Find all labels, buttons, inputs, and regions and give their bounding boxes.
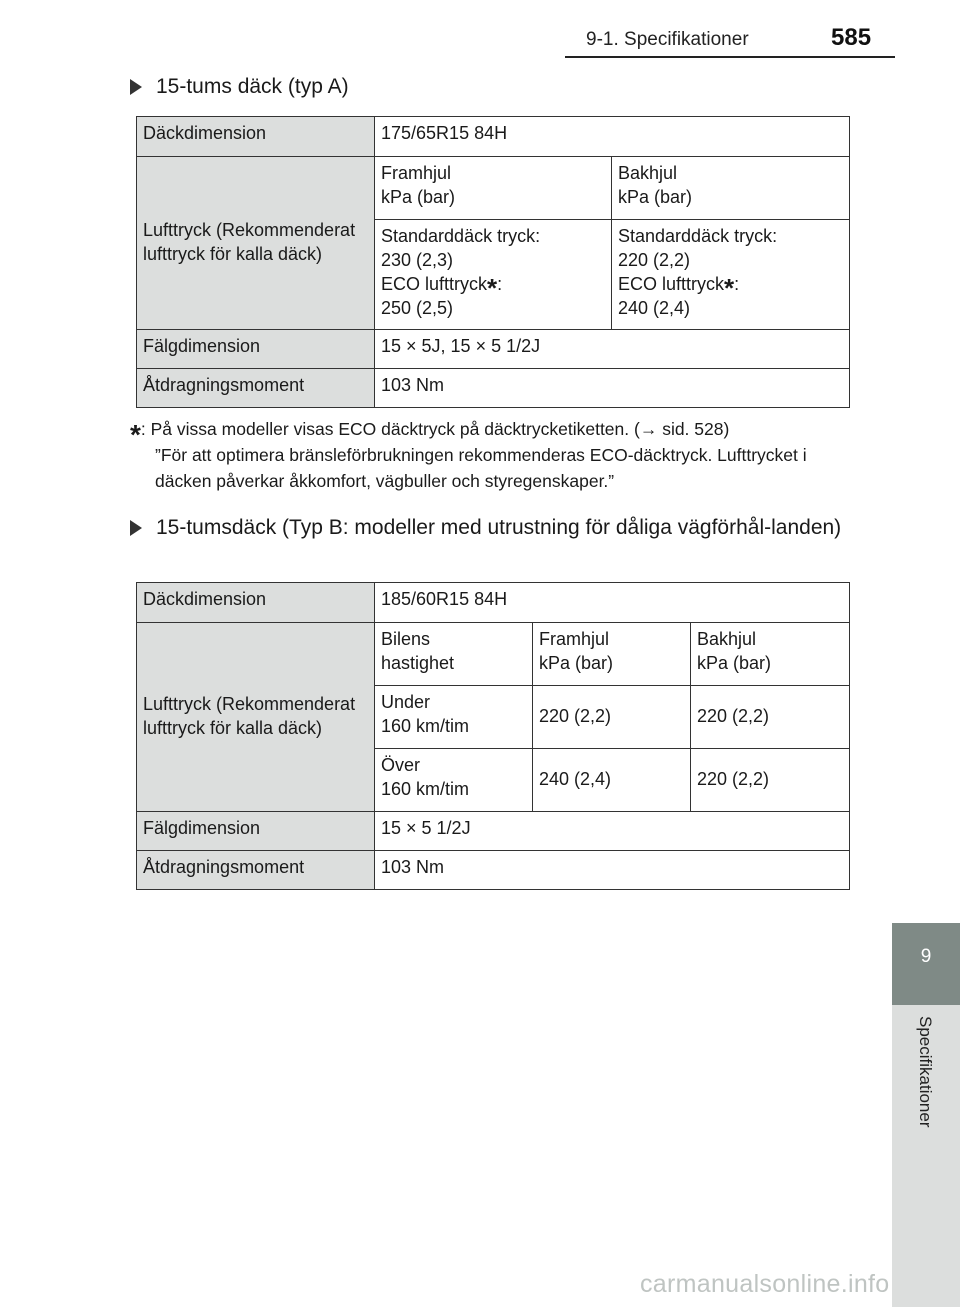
torque-label: Åtdragningsmoment [137,851,375,890]
footnote-star-icon: * [130,419,141,450]
torque-value: 103 Nm [375,851,850,890]
heading-type-b [130,512,850,544]
header-rule [565,56,895,58]
torque-label: Åtdragningsmoment [137,369,375,408]
front-header: Framhjul kPa (bar) [533,623,691,686]
rear-pressure-under: 220 (2,2) [691,686,850,749]
pressure-label: Lufttryck (Rekommenderat lufttryck för kalla däck) [137,623,375,812]
front-eco-label: ECO lufttryck [381,274,488,294]
rear-pressure [612,220,850,330]
rim-value: 15 × 5J, 15 × 5 1/2J [375,330,850,369]
watermark: carmanualsonline.info [640,1270,890,1298]
chapter-number: 9 [920,946,932,967]
footnote-line-1: : På vissa modeller visas ECO däcktryck på däcktrycketiketten. (→ sid. 528) [140,419,730,439]
rim-label: Fälgdimension [137,812,375,851]
rim-label: Fälgdimension [137,330,375,369]
rear-header: Bakhjul kPa (bar) [691,623,850,686]
tire-table-type-b [136,582,850,890]
rear-eco-label: ECO lufttryck [618,274,725,294]
bullet-arrow-icon [130,520,142,536]
front-header: Framhjul kPa (bar) [375,157,612,220]
footnote [130,416,850,494]
rear-pressure-over: 220 (2,2) [691,749,850,812]
tire-size-label: Däckdimension [137,117,375,157]
front-eco-pressure: : 250 (2,5) [381,274,503,318]
rear-standard-pressure: Standarddäck tryck: 220 (2,2) [618,226,778,270]
section-title: 9-1. Specifikationer [586,29,749,50]
rim-value: 15 × 5 1/2J [375,812,850,851]
tire-size-value: 185/60R15 84H [375,583,850,623]
torque-value: 103 Nm [375,369,850,408]
footnote-star-icon: * [724,273,735,303]
tire-size-label: Däckdimension [137,583,375,623]
speed-header: Bilens hastighet [375,623,533,686]
rear-eco-pressure: : 240 (2,4) [618,274,740,318]
speed-under: Under 160 km/tim [375,686,533,749]
front-pressure-over: 240 (2,4) [533,749,691,812]
tire-table-type-a [136,116,850,408]
front-pressure [375,220,612,330]
chapter-label: Specifikationer [916,1016,935,1128]
footnote-star-icon: * [487,273,498,303]
rear-header: Bakhjul kPa (bar) [612,157,850,220]
pressure-label: Lufttryck (Rekommenderat lufttryck för kalla däck) [137,157,375,330]
page-number: 585 [831,24,872,51]
front-pressure-under: 220 (2,2) [533,686,691,749]
heading-type-a-text: 15-tums däck (typ A) [156,75,349,98]
heading-type-b-text: 15-tumsdäck (Typ B: modeller med utrustning för dåliga vägförhål-landen) [156,516,842,539]
footnote-line-2: ”För att optimera bränsleförbrukningen rekommenderas ECO-däcktryck. Lufttrycket i däcken påverkar åkkomfort, vägbuller och styregenskaper.” [155,445,807,491]
tire-size-value: 175/65R15 84H [375,117,850,157]
front-standard-pressure: Standarddäck tryck: 230 (2,3) [381,226,541,270]
heading-type-a [130,71,850,103]
speed-over: Över 160 km/tim [375,749,533,812]
bullet-arrow-icon [130,79,142,95]
